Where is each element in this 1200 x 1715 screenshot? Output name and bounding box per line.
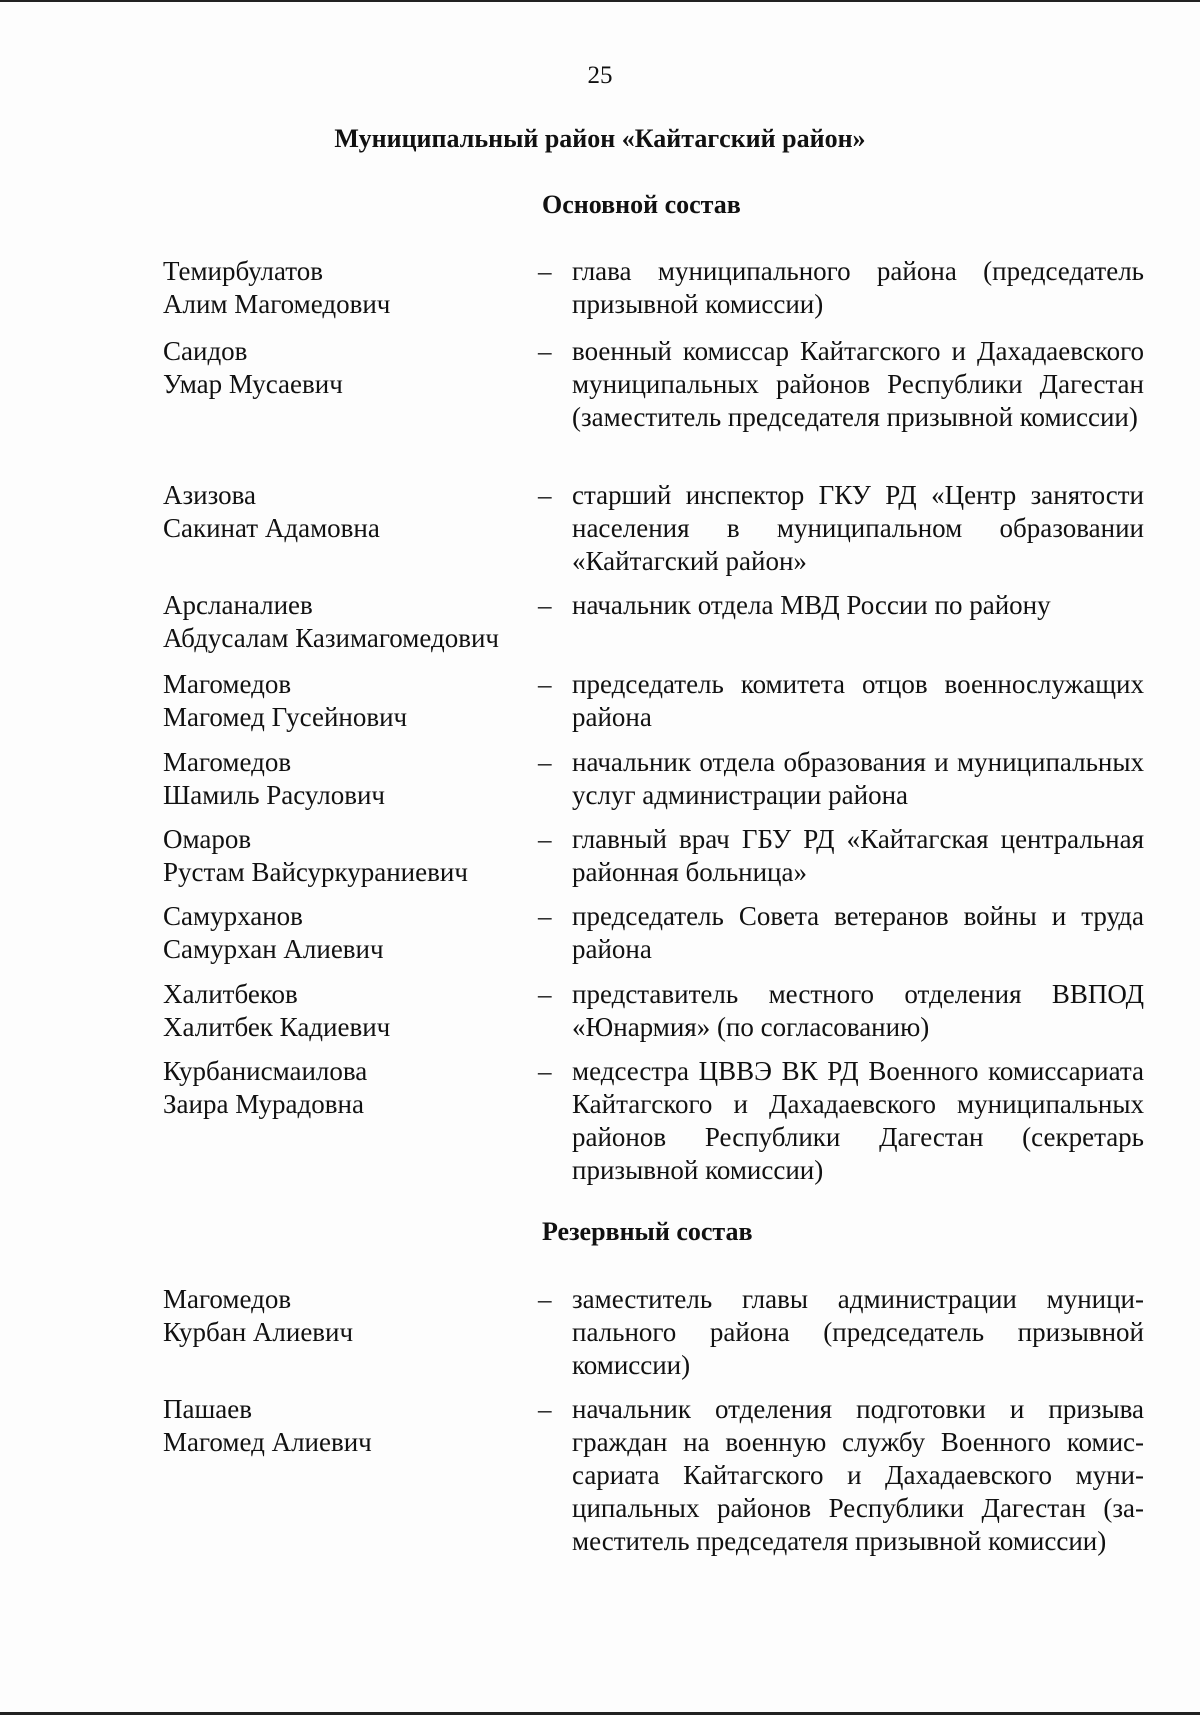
member-role: председатель комитета отцов военнослужащих района [572, 669, 1144, 732]
member-role: начальник отделения подготовки и призыва граждан на военную службу Военного комиссариата Кайтагского и Дахадаевского муниципальных районов Республики Дагестан (заместитель председателя призывной комиссии) [572, 1394, 1144, 1556]
member-role: представитель местного отделения ВВПОД «Юнармия» (по согласованию) [572, 979, 1144, 1042]
reserve-composition-heading: Резервный состав [542, 1217, 753, 1246]
member-name: Пашаев Магомед Алиевич [163, 1394, 372, 1457]
dash: – [538, 1394, 552, 1424]
member-role: старший инспектор ГКУ РД «Центр занятости населения в муниципальном образовании «Кайтагский район» [572, 480, 1144, 576]
dash: – [538, 824, 552, 854]
member-role: начальник отдела образования и муниципальных услуг администрации района [572, 747, 1144, 810]
member-role: главный врач ГБУ РД «Кайтагская центральная районная больница» [572, 824, 1144, 887]
dash: – [538, 669, 552, 699]
member-role: заместитель главы администрации муниципального района (председатель призывной комиссии) [572, 1284, 1144, 1380]
member-role: медсестра ЦВВЭ ВК РД Военного комиссариата Кайтагского и Дахадаевского муниципальных районов Республики Дагестан (секретарь призывной комиссии) [572, 1056, 1144, 1185]
member-name: Халитбеков Халитбек Кадиевич [163, 979, 391, 1042]
dash: – [538, 1284, 552, 1314]
document-title: Муниципальный район «Кайтагский район» [334, 124, 866, 153]
member-name: Саидов Умар Мусаевич [163, 336, 343, 399]
dash: – [538, 256, 552, 286]
member-role: глава муниципального района (председатель призывной комиссии) [572, 256, 1144, 319]
dash: – [538, 901, 552, 931]
member-name: Арсланалиев Абдусалам Казимагомедович [163, 590, 500, 653]
dash: – [538, 1056, 552, 1086]
dash: – [538, 336, 552, 366]
member-role: начальник отдела МВД России по району [572, 590, 1051, 620]
page-number: 25 [587, 62, 613, 89]
member-name: Омаров Рустам Вайсуркураниевич [163, 824, 468, 887]
member-role: председатель Совета ветеранов войны и труда района [572, 901, 1144, 964]
dash: – [538, 747, 552, 777]
main-composition-heading: Основной состав [542, 190, 741, 219]
member-name: Самурханов Самурхан Алиевич [163, 901, 384, 964]
dash: – [538, 979, 552, 1009]
member-name: Магомедов Магомед Гусейнович [163, 669, 408, 732]
dash: – [538, 480, 552, 510]
member-name: Курбанисмаилова Заира Мурадовна [163, 1056, 368, 1119]
member-role: военный комиссар Кайтагского и Дахадаевского муниципальных районов Республики Дагестан (заместитель председателя призывной комиссии) [572, 336, 1144, 432]
member-name: Темирбулатов Алим Магомедович [163, 256, 391, 319]
member-name: Азизова Сакинат Адамовна [163, 480, 380, 543]
scan-border-top [0, 0, 1200, 2]
dash: – [538, 590, 552, 620]
member-name: Магомедов Курбан Алиевич [163, 1284, 354, 1347]
member-name: Магомедов Шамиль Расулович [163, 747, 385, 810]
